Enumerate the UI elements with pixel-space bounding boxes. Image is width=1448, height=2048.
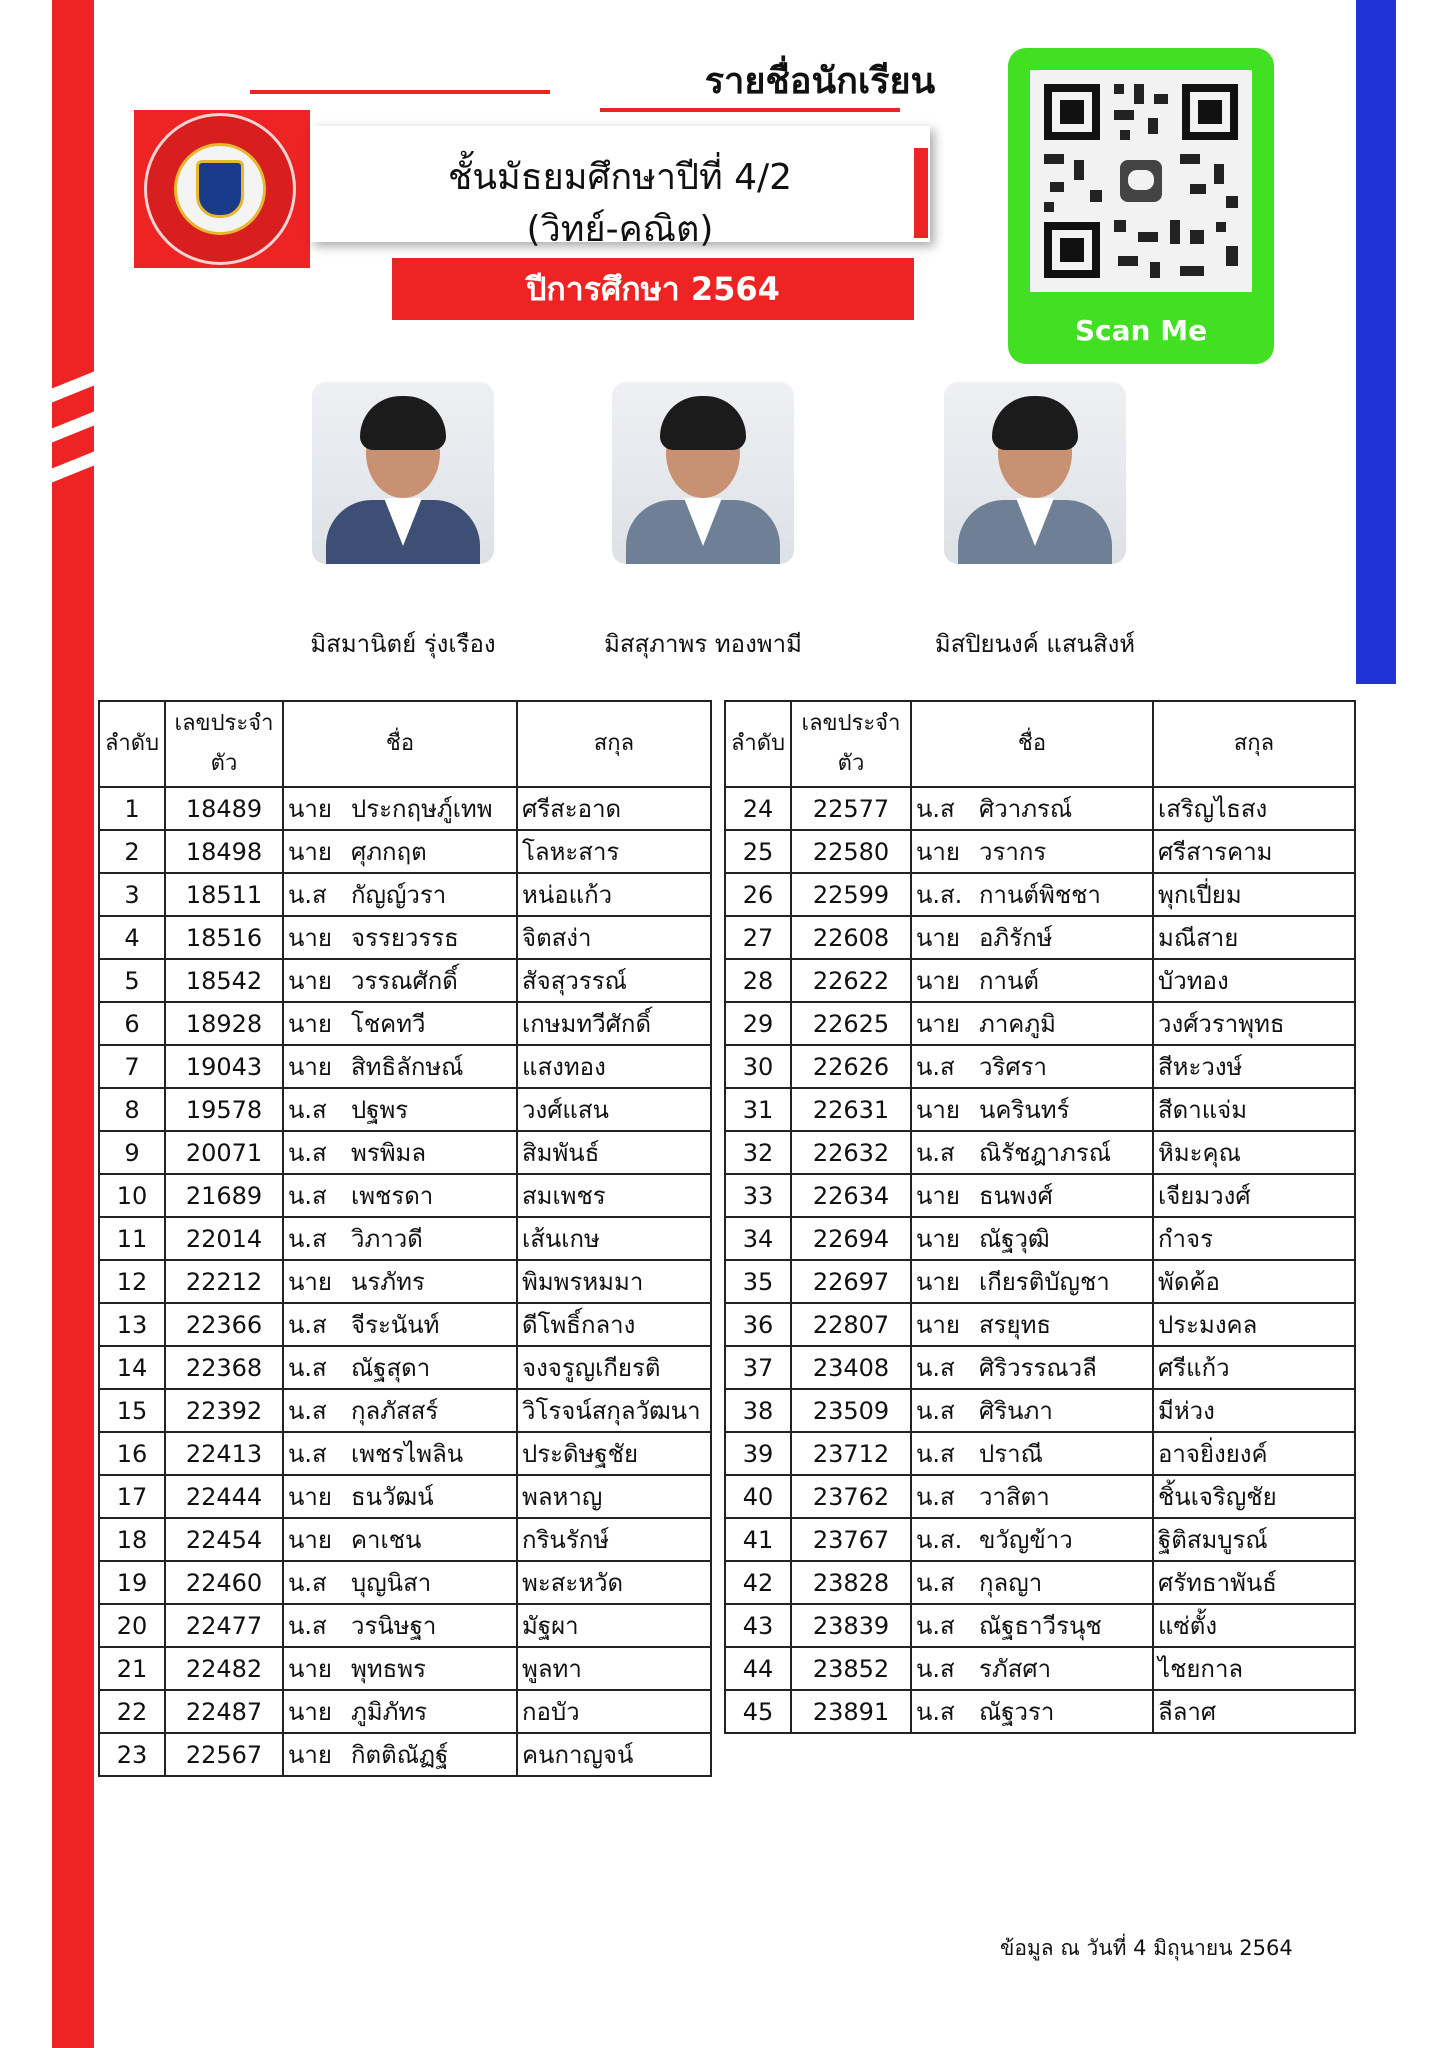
cell-surname: จงจรูญเกียรติ bbox=[517, 1346, 711, 1389]
academic-year-banner: ปีการศึกษา 2564 bbox=[392, 258, 914, 320]
cell-student-id: 22212 bbox=[165, 1260, 283, 1303]
cell-prefix: นาย bbox=[283, 1647, 347, 1690]
cell-surname: สัจสุวรรณ์ bbox=[517, 959, 711, 1002]
cell-no: 17 bbox=[99, 1475, 165, 1518]
cell-student-id: 22487 bbox=[165, 1690, 283, 1733]
cell-prefix: นาย bbox=[911, 1303, 975, 1346]
cell-no: 3 bbox=[99, 873, 165, 916]
cell-first-name: รภัสศา bbox=[975, 1647, 1153, 1690]
table-row bbox=[99, 916, 711, 959]
table-row bbox=[99, 830, 711, 873]
cell-first-name: ประกฤษภู์เทพ bbox=[347, 787, 517, 830]
cell-surname: มีห่วง bbox=[1153, 1389, 1355, 1432]
cell-student-id: 22631 bbox=[791, 1088, 911, 1131]
cell-student-id: 22697 bbox=[791, 1260, 911, 1303]
cell-first-name: ณิรัชฎาภรณ์ bbox=[975, 1131, 1153, 1174]
cell-surname: สีหะวงษ์ bbox=[1153, 1045, 1355, 1088]
cell-first-name: เกียรติบัญชา bbox=[975, 1260, 1153, 1303]
table-row bbox=[725, 1088, 1355, 1131]
cell-no: 36 bbox=[725, 1303, 791, 1346]
cell-surname: บัวทอง bbox=[1153, 959, 1355, 1002]
cell-surname: พุกเปี่ยม bbox=[1153, 873, 1355, 916]
student-table-right bbox=[724, 700, 1356, 1734]
cell-surname: มัฐผา bbox=[517, 1604, 711, 1647]
table-row bbox=[725, 959, 1355, 1002]
table-row bbox=[725, 1604, 1355, 1647]
cell-no: 41 bbox=[725, 1518, 791, 1561]
table-row bbox=[725, 1647, 1355, 1690]
cell-surname: โลหะสาร bbox=[517, 830, 711, 873]
col-header-no: ลำดับ bbox=[725, 701, 791, 787]
table-row bbox=[725, 1303, 1355, 1346]
table-row bbox=[99, 1561, 711, 1604]
cell-student-id: 22577 bbox=[791, 787, 911, 830]
cell-surname: พัดค้อ bbox=[1153, 1260, 1355, 1303]
cell-prefix: น.ส bbox=[911, 1690, 975, 1733]
cell-prefix: นาย bbox=[911, 1260, 975, 1303]
cell-surname: เกษมทวีศักดิ์ bbox=[517, 1002, 711, 1045]
teacher-name: มิสสุภาพร ทองพามี bbox=[604, 630, 802, 658]
cell-first-name: สรยุทธ bbox=[975, 1303, 1153, 1346]
school-shield-icon bbox=[196, 160, 244, 218]
table-row bbox=[99, 1260, 711, 1303]
table-row bbox=[725, 1045, 1355, 1088]
table-row bbox=[99, 873, 711, 916]
cell-no: 10 bbox=[99, 1174, 165, 1217]
cell-surname: สมเพชร bbox=[517, 1174, 711, 1217]
cell-no: 7 bbox=[99, 1045, 165, 1088]
cell-first-name: กานต์พิชชา bbox=[975, 873, 1153, 916]
cell-first-name: วรากร bbox=[975, 830, 1153, 873]
table-row bbox=[99, 1389, 711, 1432]
table-row bbox=[725, 787, 1355, 830]
cell-first-name: ณัฐวุฒิ bbox=[975, 1217, 1153, 1260]
cell-student-id: 18542 bbox=[165, 959, 283, 1002]
data-date-note: ข้อมูล ณ วันที่ 4 มิถุนายน 2564 bbox=[1000, 1936, 1293, 1960]
cell-prefix: น.ส bbox=[911, 1604, 975, 1647]
cell-first-name: วรนิษฐา bbox=[347, 1604, 517, 1647]
cell-no: 8 bbox=[99, 1088, 165, 1131]
cell-prefix: นาย bbox=[283, 830, 347, 873]
cell-student-id: 22454 bbox=[165, 1518, 283, 1561]
header-line bbox=[600, 108, 900, 112]
table-row bbox=[99, 1002, 711, 1045]
cell-no: 31 bbox=[725, 1088, 791, 1131]
cell-prefix: น.ส bbox=[911, 1475, 975, 1518]
col-header-id: เลขประจำตัว bbox=[791, 701, 911, 787]
cell-prefix: น.ส bbox=[283, 1346, 347, 1389]
cell-first-name: สิทธิลักษณ์ bbox=[347, 1045, 517, 1088]
cell-surname: พลหาญ bbox=[517, 1475, 711, 1518]
table-row bbox=[725, 830, 1355, 873]
cell-prefix: นาย bbox=[911, 959, 975, 1002]
cell-no: 42 bbox=[725, 1561, 791, 1604]
table-row bbox=[725, 1174, 1355, 1217]
cell-student-id: 22625 bbox=[791, 1002, 911, 1045]
table-row bbox=[99, 1217, 711, 1260]
cell-surname: พิมพรหมมา bbox=[517, 1260, 711, 1303]
cell-first-name: ปราณี bbox=[975, 1432, 1153, 1475]
cell-surname: กอบัว bbox=[517, 1690, 711, 1733]
cell-prefix: น.ส. bbox=[911, 873, 975, 916]
cell-surname: ศรัทธาพันธ์ bbox=[1153, 1561, 1355, 1604]
cell-surname: ไชยกาล bbox=[1153, 1647, 1355, 1690]
cell-first-name: นครินทร์ bbox=[975, 1088, 1153, 1131]
cell-student-id: 23408 bbox=[791, 1346, 911, 1389]
table-row bbox=[725, 916, 1355, 959]
teacher-name: มิสปิยนงค์ แสนสิงห์ bbox=[934, 630, 1136, 658]
col-header-no: ลำดับ bbox=[99, 701, 165, 787]
cell-no: 43 bbox=[725, 1604, 791, 1647]
cell-no: 29 bbox=[725, 1002, 791, 1045]
cell-surname: กำจร bbox=[1153, 1217, 1355, 1260]
table-row bbox=[99, 1045, 711, 1088]
table-row bbox=[99, 1131, 711, 1174]
cell-first-name: ณัฐสุดา bbox=[347, 1346, 517, 1389]
left-red-bar bbox=[52, 0, 94, 2048]
cell-surname: ประมงคล bbox=[1153, 1303, 1355, 1346]
header-line bbox=[250, 90, 550, 94]
cell-surname: กรินรักษ์ bbox=[517, 1518, 711, 1561]
cell-student-id: 22622 bbox=[791, 959, 911, 1002]
cell-first-name: บุญนิสา bbox=[347, 1561, 517, 1604]
table-row bbox=[725, 1346, 1355, 1389]
table-row bbox=[99, 1518, 711, 1561]
cell-no: 44 bbox=[725, 1647, 791, 1690]
table-row bbox=[99, 1475, 711, 1518]
cell-first-name: ณัฐวรา bbox=[975, 1690, 1153, 1733]
cell-first-name: วรรณศักดิ์ bbox=[347, 959, 517, 1002]
cell-student-id: 23828 bbox=[791, 1561, 911, 1604]
cell-no: 34 bbox=[725, 1217, 791, 1260]
cell-no: 26 bbox=[725, 873, 791, 916]
table-row bbox=[99, 1647, 711, 1690]
cell-student-id: 23762 bbox=[791, 1475, 911, 1518]
teacher-photo bbox=[944, 382, 1126, 564]
cell-no: 19 bbox=[99, 1561, 165, 1604]
cell-student-id: 22626 bbox=[791, 1045, 911, 1088]
teacher-name: มิสมานิตย์ รุ่งเรือง bbox=[310, 630, 496, 658]
cell-surname: ลีลาศ bbox=[1153, 1690, 1355, 1733]
class-program: (วิทย์-คณิต) bbox=[526, 209, 714, 250]
table-row bbox=[725, 1432, 1355, 1475]
col-header-surname: สกุล bbox=[517, 701, 711, 787]
cell-prefix: น.ส bbox=[283, 1131, 347, 1174]
cell-no: 32 bbox=[725, 1131, 791, 1174]
cell-student-id: 22632 bbox=[791, 1131, 911, 1174]
cell-no: 13 bbox=[99, 1303, 165, 1346]
cell-no: 27 bbox=[725, 916, 791, 959]
cell-student-id: 22608 bbox=[791, 916, 911, 959]
cell-no: 24 bbox=[725, 787, 791, 830]
cell-no: 9 bbox=[99, 1131, 165, 1174]
cell-prefix: น.ส. bbox=[911, 1518, 975, 1561]
cell-surname: พูลทา bbox=[517, 1647, 711, 1690]
cell-first-name: เพชรไพลิน bbox=[347, 1432, 517, 1475]
cell-prefix: น.ส bbox=[911, 1432, 975, 1475]
cell-surname: สีดาแจ่ม bbox=[1153, 1088, 1355, 1131]
cell-prefix: นาย bbox=[911, 1174, 975, 1217]
cell-prefix: น.ส bbox=[283, 873, 347, 916]
cell-first-name: กุลภัสสร์ bbox=[347, 1389, 517, 1432]
cell-no: 35 bbox=[725, 1260, 791, 1303]
cell-student-id: 22477 bbox=[165, 1604, 283, 1647]
cell-surname: จิตสง่า bbox=[517, 916, 711, 959]
cell-prefix: นาย bbox=[911, 1088, 975, 1131]
cell-prefix: นาย bbox=[283, 1260, 347, 1303]
col-header-name: ชื่อ bbox=[911, 701, 1153, 787]
qr-code-graphic bbox=[1030, 70, 1252, 292]
cell-student-id: 21689 bbox=[165, 1174, 283, 1217]
cell-first-name: ภูมิภัทร bbox=[347, 1690, 517, 1733]
cell-prefix: นาย bbox=[283, 1690, 347, 1733]
cell-prefix: น.ส bbox=[283, 1561, 347, 1604]
cell-no: 1 bbox=[99, 787, 165, 830]
cell-first-name: ณัฐธาวีรนุช bbox=[975, 1604, 1153, 1647]
cell-student-id: 18511 bbox=[165, 873, 283, 916]
cell-prefix: น.ส bbox=[283, 1088, 347, 1131]
table-row bbox=[725, 1131, 1355, 1174]
cell-first-name: วิภาวดี bbox=[347, 1217, 517, 1260]
cell-no: 12 bbox=[99, 1260, 165, 1303]
table-row bbox=[725, 1260, 1355, 1303]
cell-prefix: น.ส bbox=[911, 1389, 975, 1432]
cell-prefix: นาย bbox=[283, 959, 347, 1002]
cell-first-name: ศิริวรรณวลี bbox=[975, 1346, 1153, 1389]
cell-surname: เสริญไธสง bbox=[1153, 787, 1355, 830]
cell-no: 22 bbox=[99, 1690, 165, 1733]
cell-no: 2 bbox=[99, 830, 165, 873]
cell-student-id: 23839 bbox=[791, 1604, 911, 1647]
cell-no: 4 bbox=[99, 916, 165, 959]
col-header-name: ชื่อ bbox=[283, 701, 517, 787]
cell-first-name: วาสิตา bbox=[975, 1475, 1153, 1518]
cell-prefix: น.ส bbox=[911, 787, 975, 830]
cell-student-id: 22368 bbox=[165, 1346, 283, 1389]
cell-surname: หิมะคุณ bbox=[1153, 1131, 1355, 1174]
cell-no: 14 bbox=[99, 1346, 165, 1389]
cell-student-id: 22444 bbox=[165, 1475, 283, 1518]
cell-first-name: ธนพงศ์ bbox=[975, 1174, 1153, 1217]
cell-student-id: 22694 bbox=[791, 1217, 911, 1260]
cell-first-name: จรรยวรรธ bbox=[347, 916, 517, 959]
cell-no: 23 bbox=[99, 1733, 165, 1776]
cell-prefix: นาย bbox=[283, 1002, 347, 1045]
cell-first-name: ภาคภูมิ bbox=[975, 1002, 1153, 1045]
table-row bbox=[725, 1690, 1355, 1733]
teacher-photo bbox=[612, 382, 794, 564]
table-row bbox=[99, 1088, 711, 1131]
cell-prefix: น.ส bbox=[911, 1131, 975, 1174]
cell-first-name: ศิวาภรณ์ bbox=[975, 787, 1153, 830]
cell-prefix: น.ส bbox=[911, 1045, 975, 1088]
cell-surname: แซ่ตั้ง bbox=[1153, 1604, 1355, 1647]
table-row bbox=[725, 1002, 1355, 1045]
cell-first-name: ศุภกฤต bbox=[347, 830, 517, 873]
cell-surname: ฐิติสมบูรณ์ bbox=[1153, 1518, 1355, 1561]
cell-prefix: นาย bbox=[283, 1518, 347, 1561]
cell-prefix: นาย bbox=[283, 1733, 347, 1776]
cell-student-id: 18928 bbox=[165, 1002, 283, 1045]
cell-prefix: นาย bbox=[283, 1475, 347, 1518]
table-row bbox=[725, 873, 1355, 916]
table-row bbox=[725, 1389, 1355, 1432]
table-row bbox=[99, 1690, 711, 1733]
cell-surname: ศรีแก้ว bbox=[1153, 1346, 1355, 1389]
cell-surname: มณีสาย bbox=[1153, 916, 1355, 959]
cell-first-name: ขวัญข้าว bbox=[975, 1518, 1153, 1561]
cell-prefix: นาย bbox=[911, 830, 975, 873]
cell-student-id: 22567 bbox=[165, 1733, 283, 1776]
cell-student-id: 22014 bbox=[165, 1217, 283, 1260]
cell-prefix: น.ส bbox=[911, 1561, 975, 1604]
list-title: รายชื่อนักเรียน bbox=[704, 61, 936, 102]
cell-student-id: 18489 bbox=[165, 787, 283, 830]
student-table-left bbox=[98, 700, 712, 1777]
class-title: ชั้นมัธยมศึกษาปีที่ 4/2 bbox=[447, 157, 793, 198]
cell-no: 11 bbox=[99, 1217, 165, 1260]
cell-first-name: กิตติณัฏฐ์ bbox=[347, 1733, 517, 1776]
cell-first-name: กานต์ bbox=[975, 959, 1153, 1002]
cell-surname: วงศ์แสน bbox=[517, 1088, 711, 1131]
table-row bbox=[99, 787, 711, 830]
cell-student-id: 23767 bbox=[791, 1518, 911, 1561]
cell-first-name: กัญญ์วรา bbox=[347, 873, 517, 916]
cell-student-id: 22599 bbox=[791, 873, 911, 916]
cell-first-name: ศิรินภา bbox=[975, 1389, 1153, 1432]
qr-code-icon[interactable] bbox=[1030, 70, 1252, 292]
cell-student-id: 22482 bbox=[165, 1647, 283, 1690]
cell-student-id: 19578 bbox=[165, 1088, 283, 1131]
table-row bbox=[725, 1561, 1355, 1604]
cell-first-name: เพชรดา bbox=[347, 1174, 517, 1217]
cell-no: 38 bbox=[725, 1389, 791, 1432]
table-row bbox=[99, 959, 711, 1002]
cell-surname: อาจยิ่งยงค์ bbox=[1153, 1432, 1355, 1475]
cell-student-id: 19043 bbox=[165, 1045, 283, 1088]
table-row bbox=[725, 1217, 1355, 1260]
cell-student-id: 22413 bbox=[165, 1432, 283, 1475]
cell-prefix: นาย bbox=[283, 916, 347, 959]
cell-surname: พะสะหวัด bbox=[517, 1561, 711, 1604]
table-row bbox=[725, 1475, 1355, 1518]
cell-surname: วิโรจน์สกุลวัฒนา bbox=[517, 1389, 711, 1432]
cell-prefix: น.ส bbox=[283, 1432, 347, 1475]
cell-first-name: พรพิมล bbox=[347, 1131, 517, 1174]
cell-surname: คนกาญจน์ bbox=[517, 1733, 711, 1776]
cell-surname: ชิ้นเจริญชัย bbox=[1153, 1475, 1355, 1518]
cell-prefix: น.ส bbox=[283, 1389, 347, 1432]
cell-no: 6 bbox=[99, 1002, 165, 1045]
cell-prefix: นาย bbox=[283, 1045, 347, 1088]
cell-surname: วงศ์วราพุทธ bbox=[1153, 1002, 1355, 1045]
cell-no: 16 bbox=[99, 1432, 165, 1475]
cell-no: 20 bbox=[99, 1604, 165, 1647]
cell-surname: ศรีสารคาม bbox=[1153, 830, 1355, 873]
cell-student-id: 22460 bbox=[165, 1561, 283, 1604]
table-row bbox=[99, 1733, 711, 1776]
cell-surname: สิมพันธ์ bbox=[517, 1131, 711, 1174]
col-header-id: เลขประจำตัว bbox=[165, 701, 283, 787]
cell-prefix: น.ส bbox=[911, 1647, 975, 1690]
cell-no: 21 bbox=[99, 1647, 165, 1690]
cell-student-id: 22392 bbox=[165, 1389, 283, 1432]
cell-surname: แสงทอง bbox=[517, 1045, 711, 1088]
cell-prefix: น.ส bbox=[911, 1346, 975, 1389]
cell-no: 45 bbox=[725, 1690, 791, 1733]
cell-first-name: ปฐพร bbox=[347, 1088, 517, 1131]
cell-no: 33 bbox=[725, 1174, 791, 1217]
cell-surname: ศรีสะอาด bbox=[517, 787, 711, 830]
cell-first-name: พุทธพร bbox=[347, 1647, 517, 1690]
cell-first-name: วริศรา bbox=[975, 1045, 1153, 1088]
table-row bbox=[99, 1346, 711, 1389]
cell-student-id: 22634 bbox=[791, 1174, 911, 1217]
cell-no: 28 bbox=[725, 959, 791, 1002]
cell-student-id: 23891 bbox=[791, 1690, 911, 1733]
cell-first-name: นรภัทร bbox=[347, 1260, 517, 1303]
cell-surname: เจียมวงศ์ bbox=[1153, 1174, 1355, 1217]
scan-me-label: Scan Me bbox=[1074, 314, 1208, 347]
cell-student-id: 18498 bbox=[165, 830, 283, 873]
cell-no: 37 bbox=[725, 1346, 791, 1389]
cell-first-name: กุลญา bbox=[975, 1561, 1153, 1604]
cell-first-name: จีระนันท์ bbox=[347, 1303, 517, 1346]
table-row bbox=[99, 1174, 711, 1217]
cell-prefix: นาย bbox=[911, 916, 975, 959]
cell-student-id: 20071 bbox=[165, 1131, 283, 1174]
teacher-photo bbox=[312, 382, 494, 564]
cell-student-id: 22807 bbox=[791, 1303, 911, 1346]
cell-prefix: น.ส bbox=[283, 1174, 347, 1217]
cell-surname: หน่อแก้ว bbox=[517, 873, 711, 916]
cell-prefix: น.ส bbox=[283, 1217, 347, 1260]
cell-prefix: น.ส bbox=[283, 1604, 347, 1647]
cell-surname: ดีโพธิ์กลาง bbox=[517, 1303, 711, 1346]
cell-first-name: อภิรักษ์ bbox=[975, 916, 1153, 959]
cell-prefix: นาย bbox=[911, 1002, 975, 1045]
col-header-surname: สกุล bbox=[1153, 701, 1355, 787]
table-row bbox=[99, 1303, 711, 1346]
cell-surname: เส้นเกษ bbox=[517, 1217, 711, 1260]
cell-first-name: คาเชน bbox=[347, 1518, 517, 1561]
cell-no: 40 bbox=[725, 1475, 791, 1518]
cell-prefix: น.ส bbox=[283, 1303, 347, 1346]
cell-student-id: 22366 bbox=[165, 1303, 283, 1346]
cell-no: 25 bbox=[725, 830, 791, 873]
cell-student-id: 23852 bbox=[791, 1647, 911, 1690]
cell-no: 15 bbox=[99, 1389, 165, 1432]
cell-first-name: ธนวัฒน์ bbox=[347, 1475, 517, 1518]
table-row bbox=[725, 1518, 1355, 1561]
cell-student-id: 23712 bbox=[791, 1432, 911, 1475]
right-blue-bar bbox=[1356, 0, 1396, 684]
table-row bbox=[99, 1432, 711, 1475]
cell-prefix: นาย bbox=[283, 787, 347, 830]
cell-no: 39 bbox=[725, 1432, 791, 1475]
cell-no: 5 bbox=[99, 959, 165, 1002]
cell-first-name: โชคทวี bbox=[347, 1002, 517, 1045]
cell-prefix: นาย bbox=[911, 1217, 975, 1260]
cell-student-id: 22580 bbox=[791, 830, 911, 873]
cell-surname: ประดิษฐชัย bbox=[517, 1432, 711, 1475]
table-row bbox=[99, 1604, 711, 1647]
cell-no: 18 bbox=[99, 1518, 165, 1561]
cell-student-id: 18516 bbox=[165, 916, 283, 959]
cell-student-id: 23509 bbox=[791, 1389, 911, 1432]
cell-no: 30 bbox=[725, 1045, 791, 1088]
